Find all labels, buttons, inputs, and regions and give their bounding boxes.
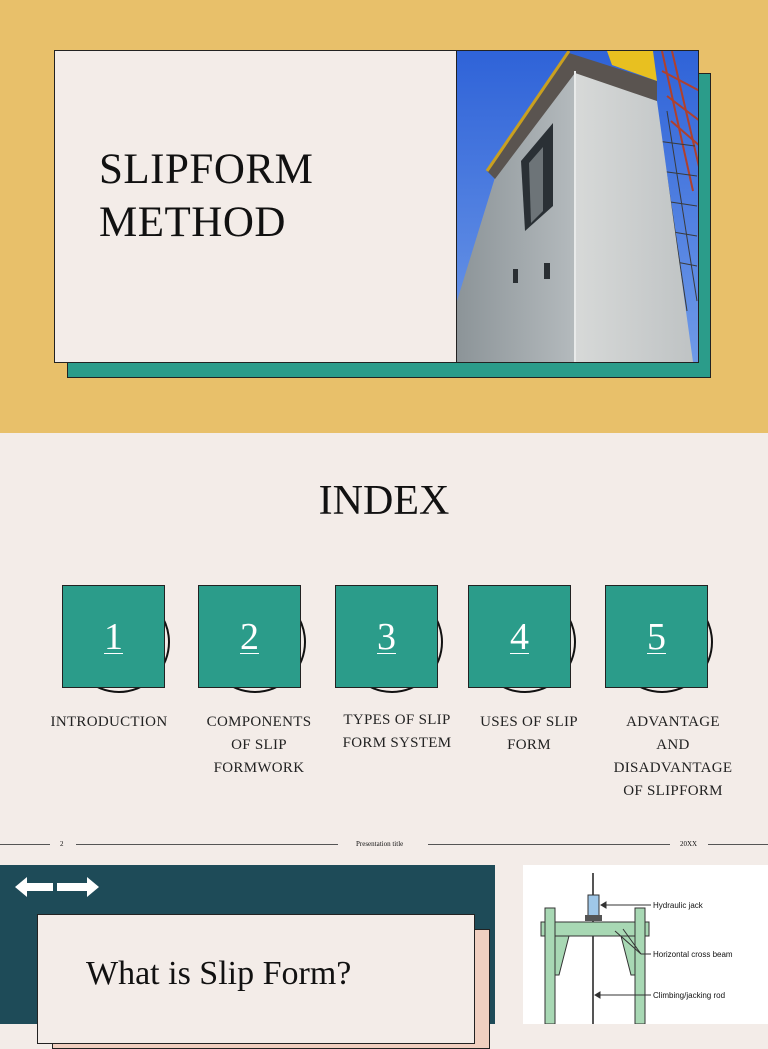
footer-rule — [76, 844, 338, 845]
definition-card — [37, 914, 475, 1044]
title-line-1: SLIPFORM — [99, 146, 314, 193]
footer-year: 20XX — [680, 840, 698, 848]
index-label-3 — [332, 709, 462, 755]
index-label-5 — [603, 711, 743, 803]
slide-title — [99, 143, 313, 249]
index-box — [62, 585, 165, 688]
concrete-tower-photo — [456, 51, 699, 362]
label-line: TYPES OF SLIP — [343, 712, 451, 728]
index-label-1 — [40, 711, 178, 734]
footer-rule — [0, 844, 50, 845]
label-line: INTRODUCTION — [50, 714, 168, 730]
label-line: COMPONENTS — [206, 714, 312, 730]
slide-title: What is Slip Form? — [86, 955, 352, 992]
diagram-label-rod: Climbing/jacking rod — [653, 991, 726, 1000]
index-title: INDEX — [318, 478, 450, 524]
title-line-2: METHOD — [99, 199, 286, 246]
index-number[interactable]: 5 — [647, 615, 666, 658]
label-line: USES OF SLIP — [480, 714, 578, 730]
index-box — [468, 585, 571, 688]
index-box — [198, 585, 301, 688]
index-number[interactable]: 1 — [104, 615, 123, 658]
label-line: OF SLIP — [231, 737, 287, 753]
diagram-label-beam: Horizontal cross beam — [653, 950, 733, 959]
index-box — [605, 585, 708, 688]
title-card — [54, 50, 699, 363]
index-box — [335, 585, 438, 688]
tower-illustration — [457, 51, 699, 362]
index-slide — [0, 433, 768, 865]
footer-rule — [428, 844, 670, 845]
slipform-diagram-drawing — [523, 865, 768, 1024]
footer-rule — [708, 844, 768, 845]
label-line: FORM SYSTEM — [342, 735, 452, 751]
label-line: ADVANTAGE — [626, 714, 720, 730]
label-line: AND — [656, 737, 690, 753]
page-number: 2 — [60, 840, 64, 848]
index-number[interactable]: 3 — [377, 615, 396, 658]
slide-footer — [0, 837, 768, 853]
label-line: OF SLIPFORM — [623, 783, 723, 799]
index-label-2 — [195, 711, 323, 780]
title-slide — [0, 0, 768, 433]
index-number[interactable]: 4 — [510, 615, 529, 658]
double-arrow-icon[interactable] — [15, 875, 99, 899]
presentation-title: Presentation title — [356, 840, 404, 848]
diagram-label-jack: Hydraulic jack — [653, 901, 703, 910]
definition-slide — [0, 865, 495, 1024]
label-line: FORMWORK — [213, 760, 305, 776]
slide-divider — [495, 865, 523, 1024]
label-line: FORM — [507, 737, 551, 753]
index-label-4 — [466, 711, 592, 757]
index-number[interactable]: 2 — [240, 615, 259, 658]
label-line: DISADVANTAGE — [613, 760, 733, 776]
slipform-diagram — [523, 865, 768, 1024]
